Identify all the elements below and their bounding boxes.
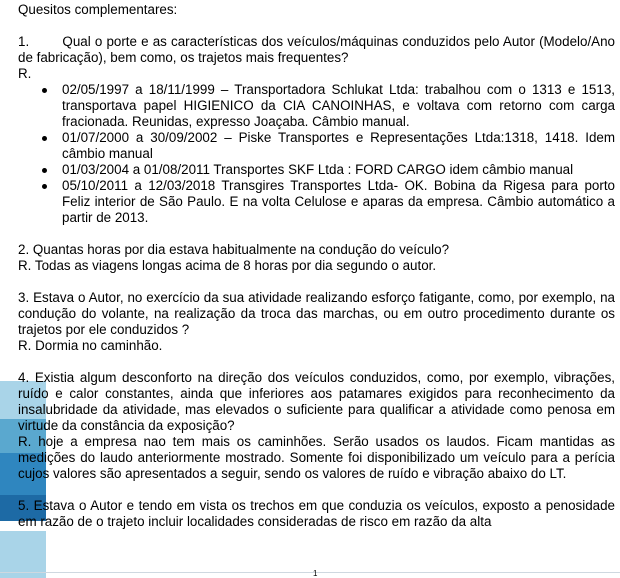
page-number: 1 [313,569,318,578]
question-3: 3. Estava o Autor, no exercício da sua atividade realizando esforço fatigante, como, por exemplo, na condução do volante, na realização da troca das marchas, ou em outro procedimento durante os trajetos por ele conduzidos ? [18,290,615,337]
question-1-number: 1. [18,34,30,49]
document-page [18,2,615,530]
question-2: 2. Quantas horas por dia estava habitualmente na condução do veículo? [18,242,450,257]
answer-3: R. Dormia no caminhão. [18,338,163,353]
question-1-text: Qual o porte e as características dos veículos/máquinas conduzidos pelo Autor (Modelo/Ano de fabricação), bem como, os trajetos mais frequentes? [18,34,615,65]
list-item: 05/10/2011 a 12/03/2018 Transgires Transportes Ltda- OK. Bobina da Rigesa para porto Feliz interior de São Paulo. E na volta Celulose e aparas da empresa. Câmbio automático a partir de 2013. [18,178,615,226]
margin-color-block [0,531,46,578]
question-4: 4. Existia algum desconforto na direção dos veículos conduzidos, como, por exemplo, vibrações, ruído e calor constantes, ainda que inferiores aos patamares exigidos para reconhecimento da insalubridade da atividade, mas elevados o suficiente para qualificar a atividade como penosa em virtude da constância da exposição? [18,370,615,433]
answer-2: R. Todas as viagens longas acima de 8 horas por dia segundo o autor. [18,258,437,273]
list-item: 01/07/2000 a 30/09/2002 – Piske Transportes e Representações Ltda:1318, 1418. Idem câmbio manual [18,130,615,162]
answer-4: R. hoje a empresa nao tem mais os caminhões. Serão usados os laudos. Ficam mantidas as medições do laudo anteriormente mostrado. Somente foi disponibilizado um veículo para a perícia cujos valores são apresentados a seguir, sendo os valores de ruído e vibração abaixo do LT. [18,434,615,481]
list-item: 01/03/2004 a 01/08/2011 Transportes SKF Ltda : FORD CARGO idem câmbio manual [18,162,615,178]
question-1 [18,34,615,66]
page-footer-rule [0,572,620,573]
answer-1-list [18,82,615,226]
question-5: 5. Estava o Autor e tendo em vista os trechos em que conduzia os veículos, exposto a penosidade em razão de o trajeto incluir localidades consideradas de risco em razão da alta [18,498,615,529]
heading: Quesitos complementares: [18,2,178,17]
list-item: 02/05/1997 a 18/11/1999 – Transportadora Schlukat Ltda: trabalhou com o 1313 e 1513, transportava papel HIGIENICO da CIA CANOINHAS, e voltava com retorno com carga fracionada. Reunidas, expresso Joaçaba. Câmbio manual. [18,82,615,130]
answer-1-label: R. [18,66,32,81]
